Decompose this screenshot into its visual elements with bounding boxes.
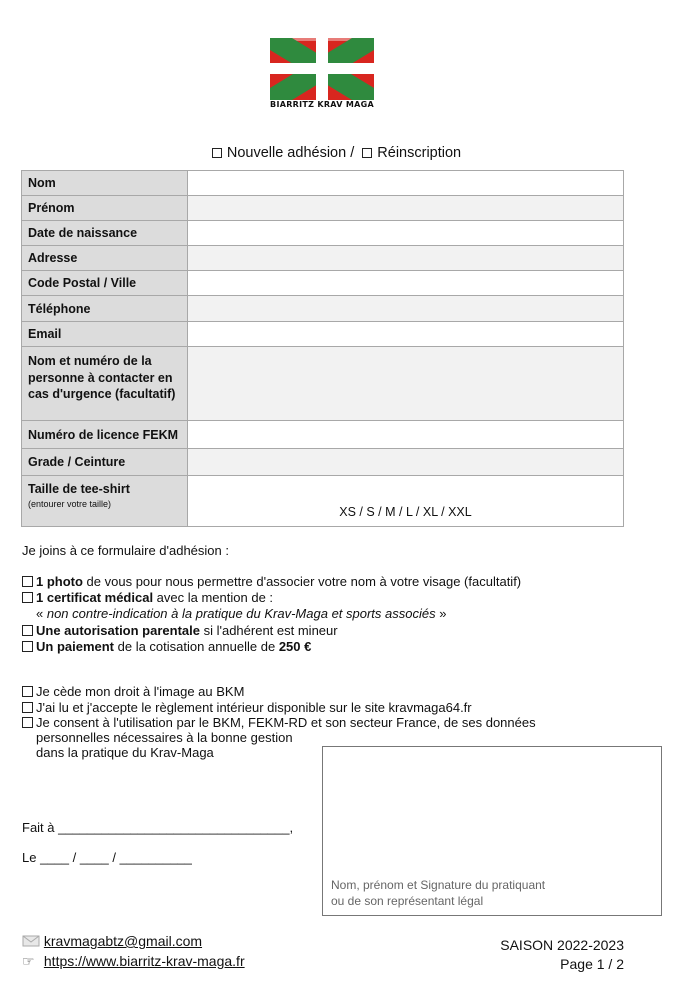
field-label: Email: [22, 322, 188, 347]
logo-text: BIARRITZ KRAV MAGA: [270, 100, 374, 109]
email-input[interactable]: [188, 322, 624, 347]
attachment-bold: Un paiement: [36, 639, 115, 654]
nom-input[interactable]: [188, 171, 624, 196]
page-number: Page 1 / 2: [560, 956, 624, 972]
certificate-quote: non contre-indication à la pratique du Krav-Maga et sports associés: [46, 606, 436, 621]
postcode-city-input[interactable]: [188, 271, 624, 296]
consent-data-line3: dans la pratique du Krav-Maga: [36, 745, 214, 760]
certificate-checkbox[interactable]: [22, 592, 33, 603]
field-label: Code Postal / Ville: [22, 271, 188, 296]
attachment-text: de vous pour nous permettre d'associer votre nom à votre visage (facultatif): [82, 574, 522, 589]
renewal-checkbox[interactable]: [362, 148, 372, 158]
signature-label: [331, 877, 545, 909]
payment-amount: 250 €: [278, 639, 312, 654]
field-label: Grade / Ceinture: [22, 449, 188, 476]
field-label: Prénom: [22, 196, 188, 221]
signature-box[interactable]: [322, 746, 662, 916]
birthdate-input[interactable]: [188, 221, 624, 246]
footer-email: [22, 933, 202, 949]
membership-type: [0, 145, 673, 161]
payment-checkbox[interactable]: [22, 641, 33, 652]
grade-input[interactable]: [188, 449, 624, 476]
attachments-intro: Je joins à ce formulaire d'adhésion :: [22, 543, 229, 558]
attachment-bold: Une autorisation parentale: [36, 623, 200, 638]
emergency-contact-input[interactable]: [188, 347, 624, 421]
season-block: [500, 936, 624, 974]
place-line[interactable]: Fait à ________________________________,: [22, 820, 294, 835]
attachment-text: de la cotisation annuelle de: [114, 639, 279, 654]
email-link[interactable]: kravmagabtz@gmail.com: [43, 933, 203, 949]
attachment-certificate: [22, 590, 273, 606]
new-membership-label: Nouvelle adhésion /: [226, 145, 355, 161]
prenom-input[interactable]: [188, 196, 624, 221]
consent-image: [22, 684, 244, 700]
consent-text: J'ai lu et j'accepte le règlement intérieur disponible sur le site kravmaga64.fr: [36, 700, 472, 715]
season-label: SAISON 2022-2023: [500, 937, 624, 953]
date-line[interactable]: Le ____ / ____ / __________: [22, 850, 192, 865]
attachment-bold: 1 photo: [36, 574, 83, 589]
photo-checkbox[interactable]: [22, 576, 33, 587]
tshirt-label-cell: [22, 476, 188, 527]
consent-data: [22, 715, 536, 731]
field-label: Nom et numéro de la personne à contacter en cas d'urgence (facultatif): [22, 347, 188, 421]
membership-form-table: [21, 170, 624, 527]
parental-checkbox[interactable]: [22, 625, 33, 636]
consent-text: Je cède mon droit à l'image au BKM: [36, 684, 245, 699]
field-sublabel: (entourer votre taille): [28, 499, 112, 509]
attachment-parental: [22, 623, 338, 639]
field-label: Téléphone: [22, 296, 188, 322]
attachment-bold: 1 certificat médical: [36, 590, 154, 605]
quote-open: «: [36, 606, 47, 621]
field-label: Adresse: [22, 246, 188, 271]
image-rights-checkbox[interactable]: [22, 686, 33, 697]
attachment-photo: [22, 574, 521, 590]
quote-close: »: [435, 606, 447, 621]
phone-input[interactable]: [188, 296, 624, 322]
field-label: Numéro de licence FEKM: [22, 421, 188, 449]
new-membership-checkbox[interactable]: [212, 148, 222, 158]
signature-label-line: ou de son représentant légal: [331, 894, 484, 908]
consent-rules: [22, 700, 472, 716]
footer-website: [22, 953, 245, 970]
attachment-text: avec la mention de :: [153, 590, 274, 605]
pointing-hand-icon: ☞: [22, 953, 35, 969]
attachment-text: si l'adhérent est mineur: [199, 623, 338, 638]
attachment-payment: [22, 639, 311, 655]
data-consent-checkbox[interactable]: [22, 717, 33, 728]
envelope-icon: [22, 935, 40, 947]
consent-data-line2: personnelles nécessaires à la bonne gestion: [36, 730, 293, 745]
renewal-label: Réinscription: [377, 145, 462, 161]
consent-text: Je consent à l'utilisation par le BKM, FEKM-RD et son secteur France, de ses données: [36, 715, 536, 730]
rules-checkbox[interactable]: [22, 702, 33, 713]
website-link[interactable]: https://www.biarritz-krav-maga.fr: [43, 953, 245, 969]
field-label: Date de naissance: [22, 221, 188, 246]
license-number-input[interactable]: [188, 421, 624, 449]
address-input[interactable]: [188, 246, 624, 271]
field-label: Nom: [22, 171, 188, 196]
tshirt-size-options[interactable]: XS / S / M / L / XL / XXL: [188, 476, 624, 527]
certificate-mention: [36, 606, 446, 622]
signature-label-line: Nom, prénom et Signature du pratiquant: [331, 878, 546, 892]
field-label: Taille de tee-shirt: [28, 482, 130, 496]
